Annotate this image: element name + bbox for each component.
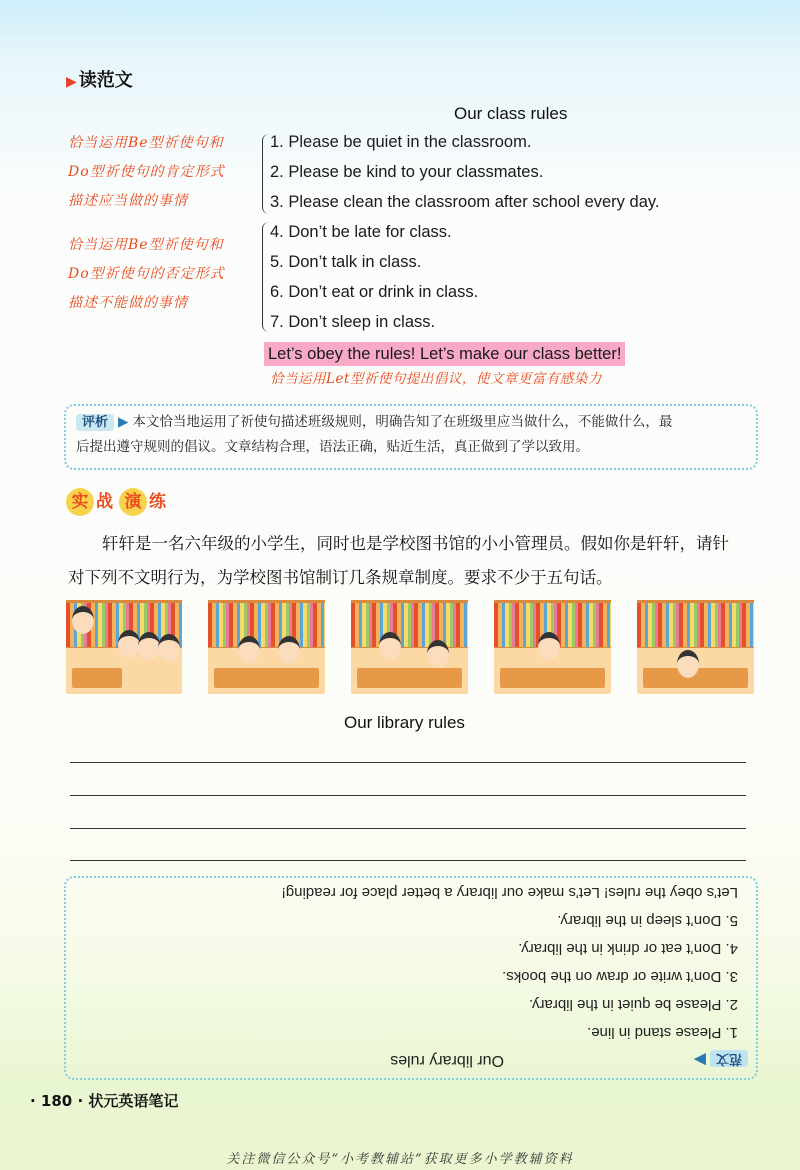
picture-queue <box>66 596 182 694</box>
picture-drawing <box>351 596 468 694</box>
rule-item: 2. Please be kind to your classmates. <box>270 163 544 181</box>
answer-tag: 范文 <box>710 1050 748 1067</box>
rule-item: 4. Don’t be late for class. <box>270 223 452 241</box>
note-positive: 恰当运用Be型祈使句和 Do型祈使句的肯定形式 描述应当做的事情 <box>68 135 225 209</box>
evaluation-tag: 评析 <box>76 414 114 431</box>
promo-note: 关注微信公众号“小考教辅站”获取更多小学教辅资料 <box>226 1152 574 1167</box>
write-line <box>70 762 746 763</box>
practice-heading: 实 战 演 练 <box>66 487 172 516</box>
rules-list <box>270 127 659 337</box>
triangle-icon: ▶ <box>66 74 77 90</box>
rule-item: 1. Please be quiet in the classroom. <box>270 133 532 151</box>
section-title: ▶ 读范文 <box>66 70 133 91</box>
brace-positive <box>262 134 269 214</box>
rule-item: 5. Don’t talk in class. <box>270 253 422 271</box>
note-negative: 恰当运用Be型祈使句和 Do型祈使句的否定形式 描述不能做的事情 <box>68 237 225 311</box>
tag-arrow-icon: ▶ <box>693 1051 706 1070</box>
closing-note: 恰当运用Let型祈使句提出倡议，使文章更富有感染力 <box>270 371 602 387</box>
picture-eating <box>494 596 611 694</box>
task-text: 轩轩是一名六年级的小学生，同时也是学校图书馆的小小管理员。假如你是轩轩，请针 对下列不文明行为，为学校图书馆制订几条规章制度。要求不少于五句话。 <box>68 534 729 587</box>
answer-box <box>64 876 758 1080</box>
sample-title: Our class rules <box>454 104 568 123</box>
rule-item: 3. Please clean the classroom after school every day. <box>270 193 660 211</box>
picture-talking <box>208 596 325 694</box>
tag-arrow-icon: ▶ <box>118 414 129 430</box>
page-number: · 180 · 状元英语笔记 <box>30 1092 179 1110</box>
write-line <box>70 860 746 861</box>
rule-item: 6. Don’t eat or drink in class. <box>270 283 479 301</box>
picture-sleeping <box>637 596 754 694</box>
closing-sentence: Let’s obey the rules! Let’s make our class better! <box>264 342 625 366</box>
answer-lines: 1. Please stand in line. 2. Please be quiet in the library. 3. Don’t write or draw on the books. 4. Don’t eat or drink in the library. 5. Don’t sleep in the library. Let’s obey the rules! Let’s make our library a better place for reading! <box>281 884 738 1041</box>
answer-content <box>66 878 756 1078</box>
brace-negative <box>262 222 269 332</box>
rule-item: 7. Don’t sleep in class. <box>270 313 436 331</box>
evaluation-text: 评析 ▶ 本文恰当地运用了祈使句描述班级规则，明确告知了在班级里应当做什么，不能做什么，最 后提出遵守规则的倡议。文章结构合理，语法正确，贴近生活，真正做到了学以致用。 <box>76 414 673 455</box>
write-line <box>70 795 746 796</box>
answer-title: Our library rules <box>390 1052 504 1069</box>
write-line <box>70 828 746 829</box>
write-title: Our library rules <box>344 713 465 732</box>
